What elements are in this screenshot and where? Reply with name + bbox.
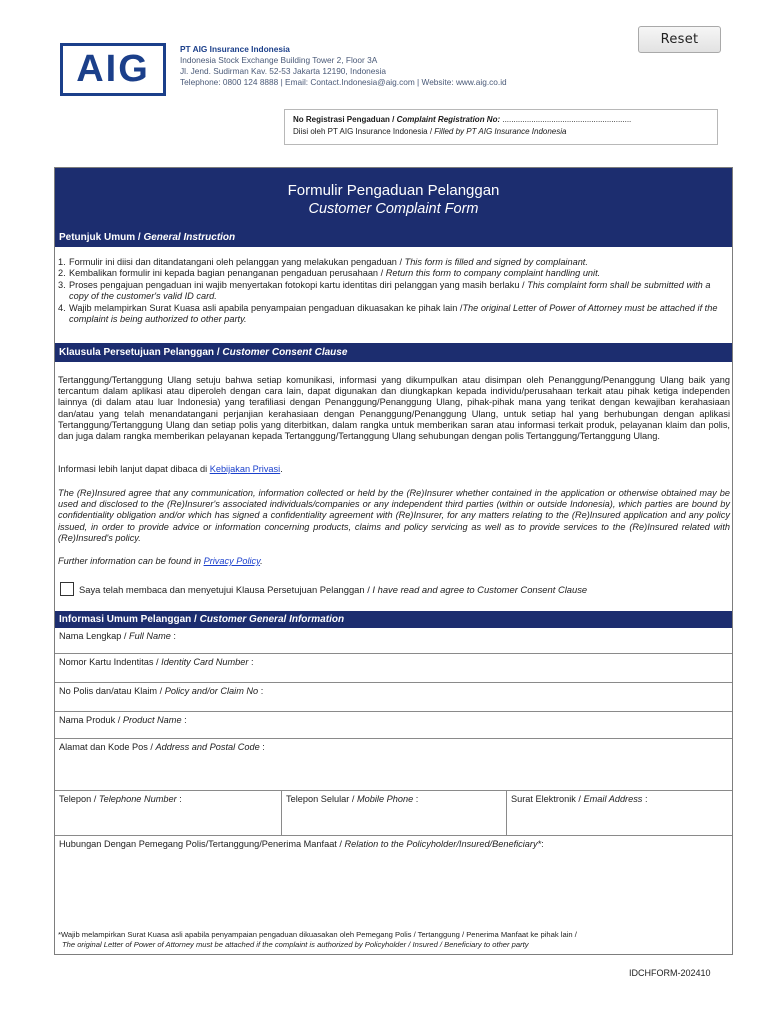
consent-paragraph-id: Tertanggung/Tertanggung Ulang setuju bahwa setiap komunikasi, informasi yang dikumpulkan atau disimpan oleh Penanggung/Penanggung Ulang baik yang tercantum dalam aplikasi atau diperoleh dengan cara lain, dapat digunakan dan diungkapkan kepada individu/perusahaan terkait atau pihak ketiga independen lainnya (di dalam atau luar Indonesia) yang terafiliasi dengan Penanggung/Penanggung Ulang, pihak-pihak mana yang terikat dengan kewajiban kerahasiaan dan/atau yang telah menandatangani perjanjian kerahasiaan dengan Penanggung/Penanggung Ulang, untuk setiap hal yang berhubungan dengan aplikasi Tertanggung/Tertanggung Ulang dan setiap polis yang diterbitkan, dalam rangka untuk memberikan saran atau informasi terkait produk, pelayanan klaim dan polis, dan juga dalam rangka memberikan pelayanan kepada Tertanggung/Tertanggung Ulang sehubungan dengan polis Tertanggung/Tertanggung Ulang.: [58, 375, 730, 442]
privacy-note-period: .: [280, 464, 283, 474]
instruction-text-id: Formulir ini diisi dan ditandatangani oleh pelanggan yang melakukan pengaduan /: [69, 257, 405, 267]
policy-claim-number-field[interactable]: [55, 683, 732, 712]
instruction-text-id: Proses pengajuan pengaduan ini wajib menyertakan fotokopi kartu identitas diri pelanggan yang masih berlaku /: [69, 279, 528, 290]
privacy-note-text-en: Further information can be found in: [58, 556, 204, 566]
field-colon: :: [413, 794, 419, 804]
instruction-number: 2.: [58, 268, 66, 279]
instruction-text-en: Return this form to company complaint handling unit.: [385, 268, 601, 279]
general-instruction-header-id: Petunjuk Umum /: [59, 232, 144, 243]
email-label-id: Surat Elektronik /: [511, 794, 584, 804]
privacy-note-text-id: Informasi lebih lanjut dapat dibaca di: [58, 464, 210, 474]
instruction-number: 3.: [58, 279, 66, 290]
relation-label-en: Relation to the Policyholder/Insured/Beneficiary*: [344, 839, 542, 849]
field-colon: :: [259, 742, 265, 752]
full-name-field[interactable]: [55, 628, 732, 654]
instruction-number: 1.: [58, 257, 66, 267]
registration-note-en: Filled by PT AIG Insurance Indonesia: [434, 127, 567, 136]
form-title-id: Formulir Pengaduan Pelanggan: [287, 182, 500, 199]
footnote-en: The original Letter of Power of Attorney must be attached if the complaint is authorized by Policyholder / Insured / Beneficiary to other party: [62, 940, 529, 949]
registration-box: [284, 109, 718, 145]
form-code: IDCHFORM-202410: [629, 968, 711, 978]
consent-clause-header-en: Customer Consent Clause: [222, 347, 348, 358]
relation-field[interactable]: [55, 836, 732, 924]
company-info: [180, 44, 507, 88]
instruction-item: [58, 303, 730, 326]
company-name: PT AIG Insurance Indonesia: [180, 44, 290, 54]
address-label-id: Alamat dan Kode Pos /: [59, 742, 156, 752]
instruction-text-en: This form is filled and signed by complainant.: [404, 257, 588, 267]
registration-label-en: Complaint Registration No:: [396, 115, 501, 124]
customer-info-header: [55, 611, 732, 628]
field-colon: :: [181, 715, 187, 725]
telephone-label-id: Telepon /: [59, 794, 99, 804]
privacy-note-id: [58, 464, 730, 475]
footnote-id: *Wajib melampirkan Surat Kuasa asli apabila penyampaian pengaduan dikuasakan oleh Pemegang Polis / Tertanggung / Penerima Manfaat ke pihak lain /: [58, 930, 577, 939]
instruction-item: [58, 268, 730, 279]
telephone-label-en: Telephone Number: [98, 794, 177, 804]
privacy-note-period: .: [260, 556, 263, 566]
consent-paragraph-en: The (Re)Insured agree that any communication, information collected or held by the (Re)Insurer whether contained in the application or otherwise obtained may be used and disclosed to the (Re)Insurer's associated individuals/companies or any independent third parties (within or outside Indonesia), which parties are bound by confidentiality obligation and/or which has signed a confidentiality agreement with (Re)Insurer, for any matters relating to the (Re)Insured application and any policy issued, in order to provide advice or information concerning products, claims and policy servicing as well as to provide services to the (Re)Insured related with (Re)Insured's policy.: [58, 488, 730, 543]
email-address-field[interactable]: [507, 791, 732, 836]
privacy-policy-link-id[interactable]: Kebijakan Privasi: [209, 464, 281, 474]
reset-button[interactable]: Reset: [638, 26, 721, 53]
privacy-policy-link-en[interactable]: Privacy Policy: [203, 556, 261, 566]
consent-clause-header: [55, 343, 732, 362]
consent-agree-text-id: Saya telah membaca dan menyetujui Klausa Persetujuan Pelanggan /: [79, 584, 373, 595]
full-name-label-en: Full Name: [128, 631, 171, 641]
company-address-line-1: Indonesia Stock Exchange Building Tower 2, Floor 3A: [180, 55, 378, 65]
field-colon: :: [170, 631, 176, 641]
product-name-label-en: Product Name: [122, 715, 182, 725]
registration-number-field[interactable]: ..........................................................: [500, 115, 632, 124]
mobile-phone-label-en: Mobile Phone: [357, 794, 414, 804]
form-title-band: [55, 168, 732, 228]
consent-checkbox-label: [79, 584, 587, 595]
general-instruction-header: [55, 228, 732, 247]
product-name-label-id: Nama Produk /: [59, 715, 123, 725]
mobile-phone-field[interactable]: [282, 791, 507, 836]
telephone-field[interactable]: [55, 791, 282, 836]
instruction-number: 4.: [58, 302, 66, 313]
email-label-en: Email Address: [583, 794, 643, 804]
privacy-note-en: [58, 556, 730, 567]
consent-checkbox[interactable]: [60, 582, 74, 596]
consent-clause-header-id: Klausula Persetujuan Pelanggan /: [59, 347, 223, 358]
footnote: [58, 930, 577, 950]
id-card-label-en: Identity Card Number: [161, 657, 249, 667]
field-colon: :: [642, 794, 648, 804]
instruction-text-en: This complaint form shall be submitted with a copy of the customer's valid ID card.: [69, 279, 711, 302]
aig-logo: AIG: [60, 43, 166, 96]
instruction-item: [58, 257, 730, 268]
id-card-number-field[interactable]: [55, 654, 732, 683]
instruction-item: [58, 280, 730, 303]
company-address-line-2: Jl. Jend. Sudirman Kav. 52-53 Jakarta 12190, Indonesia: [180, 66, 387, 76]
company-contact-line: Telephone: 0800 124 8888 | Email: Contact.Indonesia@aig.com | Website: www.aig.co.id: [180, 77, 507, 87]
customer-info-header-en: Customer General Information: [199, 614, 345, 625]
instruction-text-id: Wajib melampirkan Surat Kuasa asli apabila penyampaian pengaduan dikuasakan ke pihak lain /: [69, 302, 463, 313]
field-colon: :: [258, 686, 264, 696]
customer-info-header-id: Informasi Umum Pelanggan /: [59, 614, 200, 625]
general-instruction-header-en: General Instruction: [143, 232, 236, 243]
address-label-en: Address and Postal Code: [155, 742, 260, 752]
consent-agree-text-en: I have read and agree to Customer Consent Clause: [372, 584, 588, 595]
product-name-field[interactable]: [55, 712, 732, 739]
registration-label-id: No Registrasi Pengaduan /: [293, 115, 397, 124]
relation-label-id: Hubungan Dengan Pemegang Polis/Tertanggung/Penerima Manfaat /: [59, 839, 345, 849]
form-title-en: Customer Complaint Form: [308, 201, 479, 217]
id-card-label-id: Nomor Kartu Indentitas /: [59, 657, 162, 667]
mobile-phone-label-id: Telepon Selular /: [286, 794, 357, 804]
policy-claim-label-id: No Polis dan/atau Klaim /: [59, 686, 165, 696]
instruction-text-id: Kembalikan formulir ini kepada bagian penanganan pengaduan perusahaan /: [69, 268, 386, 279]
full-name-label-id: Nama Lengkap /: [59, 631, 129, 641]
field-colon: :: [541, 839, 544, 849]
registration-note-id: Diisi oleh PT AIG Insurance Indonesia /: [293, 127, 435, 136]
instruction-text-en: The original Letter of Power of Attorney must be attached if the complaint is being authorized to other party.: [69, 302, 718, 325]
address-postal-code-field[interactable]: [55, 739, 732, 791]
field-colon: :: [248, 657, 254, 667]
instruction-list: [58, 257, 730, 325]
field-colon: :: [176, 794, 182, 804]
policy-claim-label-en: Policy and/or Claim No: [164, 686, 259, 696]
